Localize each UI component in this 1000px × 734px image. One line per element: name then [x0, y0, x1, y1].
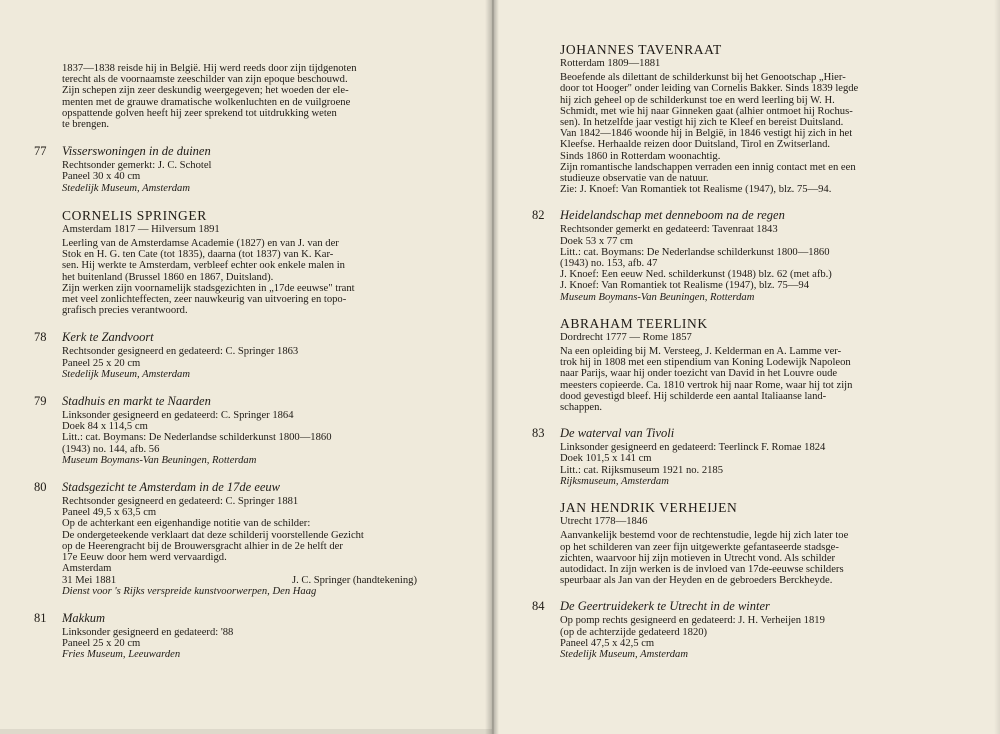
bio-line: Leerling van de Amsterdamse Academie (1827) en van J. van der [62, 238, 339, 250]
entry-collection: Dienst voor 's Rijks verspreide kunstvoorwerpen, Den Haag [62, 585, 317, 597]
entry-line: Rechtsonder gesigneerd en gedateerd: C. Springer 1881 [62, 496, 299, 508]
entry-number: 84 [532, 599, 545, 614]
entry-collection: Museum Boymans-Van Beuningen, Rotterdam [560, 291, 755, 303]
catalogue-entry-82 [532, 208, 920, 303]
entry-number: 79 [34, 394, 47, 409]
entry-line: Litt.: cat. Rijksmuseum 1921 no. 2185 [560, 464, 724, 476]
artist-section-springer [62, 208, 417, 317]
entry-line: Linksonder gesigneerd en gedateerd: Teerlinck F. Romae 1824 [560, 442, 826, 454]
right-page [494, 0, 1000, 734]
text-line: terecht als de voornaamste zeeschilder van zijn epoque beschouwd. [62, 74, 348, 86]
entry-collection: Rijksmuseum, Amsterdam [560, 475, 669, 487]
artist-section-tavenraat [560, 42, 920, 195]
entry-title: Heidelandschap met denneboom na de regen [560, 208, 785, 223]
bio-line: Sinds 1860 in Rotterdam woonachtig. [560, 150, 721, 162]
bio-line: sen). In hetzelfde jaar vestigt hij zich te Kleef en bereist Duitsland. [560, 117, 844, 129]
entry-line: Op de achterkant een eigenhandige notitie van de schilder: [62, 518, 311, 530]
entry-line: Rechtsonder gesigneerd en gedateerd: C. Springer 1863 [62, 346, 299, 358]
page-edge-shadow [0, 729, 492, 734]
bio-line: meesters copieerde. Ca. 1810 vertrok hij naar Rome, waar hij tot zijn [560, 379, 853, 391]
entry-number: 82 [532, 208, 545, 223]
bio-line: Kleefse. Herhaalde reizen door Duitsland, Tirol en Zwitserland. [560, 139, 831, 151]
entry-line: J. Knoef: Een eeuw Ned. schilderkunst (1948) blz. 62 (met afb.) [560, 269, 832, 281]
entry-title: Makkum [62, 610, 106, 625]
text-line: 1837—1838 reisde hij in België. Hij werd reeds door zijn tijdgenoten [62, 63, 357, 74]
catalogue-entry-84 [532, 599, 920, 660]
entry-collection: Museum Boymans-Van Beuningen, Rotterdam [62, 454, 257, 466]
entry-title: De Geertruidekerk te Utrecht in de winter [560, 599, 770, 614]
catalogue-entry-79 [34, 394, 417, 466]
entry-title: Stadhuis en markt te Naarden [62, 394, 211, 409]
text-line: menten met de grauwe dramatische wolkenluchten en de vuilgroene [62, 96, 351, 108]
book-gutter [485, 0, 499, 734]
left-page [0, 0, 492, 734]
bio-line: dood gevestigd bleef. Hij schilderde een aantal Italiaanse land- [560, 390, 827, 402]
bio-line: autodidact. In zijn werken is de invloed van 17de-eeuwse schilders [560, 563, 844, 575]
entry-number: 78 [34, 330, 47, 345]
artist-name: ABRAHAM TEERLINK [560, 315, 708, 331]
entry-collection: Stedelijk Museum, Amsterdam [62, 368, 190, 380]
artist-name: CORNELIS SPRINGER [62, 207, 207, 223]
entry-line: op de Heerengracht bij de Brouwersgracht alhier in de 2e helft der [62, 540, 343, 552]
entry-collection: Fries Museum, Leeuwarden [62, 649, 181, 661]
catalogue-entry-77 [34, 144, 417, 194]
artist-name: JAN HENDRIK VERHEIJEN [560, 500, 738, 516]
bio-line: Aanvankelijk bestemd voor de rechtenstudie, legde hij zich later toe [560, 530, 849, 542]
artist-section-teerlink [560, 316, 920, 413]
right-column [532, 42, 920, 660]
entry-line: Linksonder gesigneerd en gedateerd: C. Springer 1864 [62, 410, 294, 422]
artist-dates: Amsterdam 1817 — Hilversum 1891 [62, 223, 220, 235]
intro-paragraph [62, 63, 417, 130]
entry-title: De waterval van Tivoli [560, 426, 675, 441]
entry-line: Amsterdam [62, 563, 112, 575]
entry-line: Rechtsonder gemerkt en gedateerd: Tavenraat 1843 [560, 224, 778, 236]
bio-line: Stok en H. G. ten Cate (tot 1835), daarna (tot 1837) van K. Kar- [62, 249, 334, 261]
entry-title: Kerk te Zandvoort [62, 330, 154, 345]
bio-line: het buitenland (Brussel 1860 en 1867, Duitsland). [62, 271, 274, 283]
bio-line: door tot Hooger" onder leiding van Cornelis Bakker. Sinds 1839 legde [560, 83, 859, 95]
entry-line: Paneel 25 x 20 cm [62, 638, 141, 650]
artist-name: JOHANNES TAVENRAAT [560, 42, 722, 57]
bio-line: studieuze observatie van de natuur. [560, 173, 709, 185]
catalogue-entry-80 [34, 480, 417, 597]
bio-line: schappen. [560, 402, 603, 414]
bio-line: Schmidt, met wie hij naar Ginneken gaat (alhier ontmoet hij Rochus- [560, 105, 853, 117]
entry-line: Doek 101,5 x 141 cm [560, 453, 652, 465]
entry-line: Doek 53 x 77 cm [560, 235, 633, 247]
signature-line [62, 575, 417, 586]
entry-title: Stadsgezicht te Amsterdam in de 17de eeuw [62, 480, 281, 495]
entry-line: Paneel 30 x 40 cm [62, 171, 141, 183]
bio-line: hij zich geheel op de schilderkunst toe en werd leerling bij W. H. [560, 94, 835, 106]
bio-line: Zijn romantische landschappen verraden een innig contact met en een [560, 161, 856, 173]
entry-line: De ondergeteekende verklaart dat deze schilderij voorstellende Gezicht [62, 529, 364, 541]
bio-line: met veel zonlichteffecten, zeer nauwkeurig van uitvoering en topo- [62, 294, 347, 306]
bio-line: Na een opleiding bij M. Versteeg, J. Kelderman en A. Lamme ver- [560, 346, 842, 358]
left-column [34, 63, 417, 661]
entry-line: (op de achterzijde gedateerd 1820) [560, 626, 708, 638]
catalogue-entry-81 [34, 610, 417, 661]
artist-section-verheijen [560, 500, 920, 586]
page-edge-shadow [994, 0, 1000, 734]
text-line: te brengen. [62, 119, 110, 131]
entry-number: 77 [34, 144, 47, 159]
entry-title: Visserswoningen in de duinen [62, 144, 211, 159]
entry-line: Op pomp rechts gesigneerd en gedateerd: J. H. Verheijen 1819 [560, 615, 825, 627]
entry-line: J. Knoef: Van Romantiek tot Realisme (1947), blz. 75—94 [560, 280, 810, 292]
bio-line: Zie: J. Knoef: Van Romantiek tot Realisme (1947), blz. 75—94. [560, 184, 832, 196]
bio-line: naar Parijs, waar hij onder toezicht van David in het Louvre oude [560, 368, 838, 380]
entry-line: Litt.: cat. Boymans: De Nederlandse schilderkunst 1800—1860 [560, 246, 830, 258]
entry-collection: Stedelijk Museum, Amsterdam [62, 182, 190, 194]
artist-dates: Utrecht 1778—1846 [560, 516, 648, 528]
entry-line: Paneel 47,5 x 42,5 cm [560, 637, 655, 649]
text-line: Zijn schepen zijn zeer deskundig weergegeven; het woeden der ele- [62, 85, 349, 97]
artist-dates: Rotterdam 1809—1881 [560, 58, 661, 69]
entry-number: 81 [34, 610, 47, 625]
bio-line: sen. Hij werkte te Amsterdam, verbleef echter ook enkele malen in [62, 260, 345, 272]
entry-line: Linksonder gesigneerd en gedateerd: '88 [62, 626, 234, 638]
signature-name: J. C. Springer (handtekening) [291, 574, 417, 586]
entry-number: 83 [532, 426, 545, 441]
entry-collection: Stedelijk Museum, Amsterdam [560, 648, 688, 660]
entry-number: 80 [34, 480, 47, 495]
text-line: opspattende golven heeft hij zeer sprekend tot uitdrukking weten [62, 107, 337, 119]
bio-line: grafisch precies verantwoord. [62, 305, 188, 317]
catalogue-entry-83 [532, 426, 920, 487]
artist-dates: Dordrecht 1777 — Rome 1857 [560, 331, 692, 343]
entry-line: (1943) no. 153, afb. 47 [560, 258, 658, 270]
entry-line: 17e Eeuw door hem werd vervaardigd. [62, 552, 227, 564]
bio-line: zichten, waarvoor hij zijn motieven in Utrecht vond. Als schilder [560, 552, 836, 564]
bio-line: trok hij in 1808 met een stipendium van Koning Lodewijk Napoleon [560, 357, 851, 369]
bio-line: speurbaar als Jan van der Heyden en de gebroeders Berckheyde. [560, 575, 833, 587]
bio-line: op het schilderen van zeer fijn uitgewerkte gefantaseerde stadsge- [560, 541, 839, 553]
entry-line: Paneel 25 x 20 cm [62, 357, 141, 369]
entry-line: Litt.: cat. Boymans: De Nederlandse schilderkunst 1800—1860 [62, 432, 332, 444]
bio-line: Beoefende als dilettant de schilderkunst bij het Genootschap „Hier- [560, 72, 846, 84]
entry-line: Doek 84 x 114,5 cm [62, 421, 148, 433]
entry-line: Paneel 49,5 x 63,5 cm [62, 507, 157, 519]
entry-line: Rechtsonder gemerkt: J. C. Schotel [62, 160, 212, 172]
entry-line: (1943) no. 144, afb. 56 [62, 443, 160, 455]
bio-line: Zijn werken zijn voornamelijk stadsgezichten in „17de eeuwse" trant [62, 282, 355, 294]
bio-line: Van 1842—1846 woonde hij in België, in 1846 vestigt hij zich in het [560, 128, 853, 140]
catalogue-entry-78 [34, 330, 417, 380]
signature-date: 31 Mei 1881 [62, 574, 117, 586]
